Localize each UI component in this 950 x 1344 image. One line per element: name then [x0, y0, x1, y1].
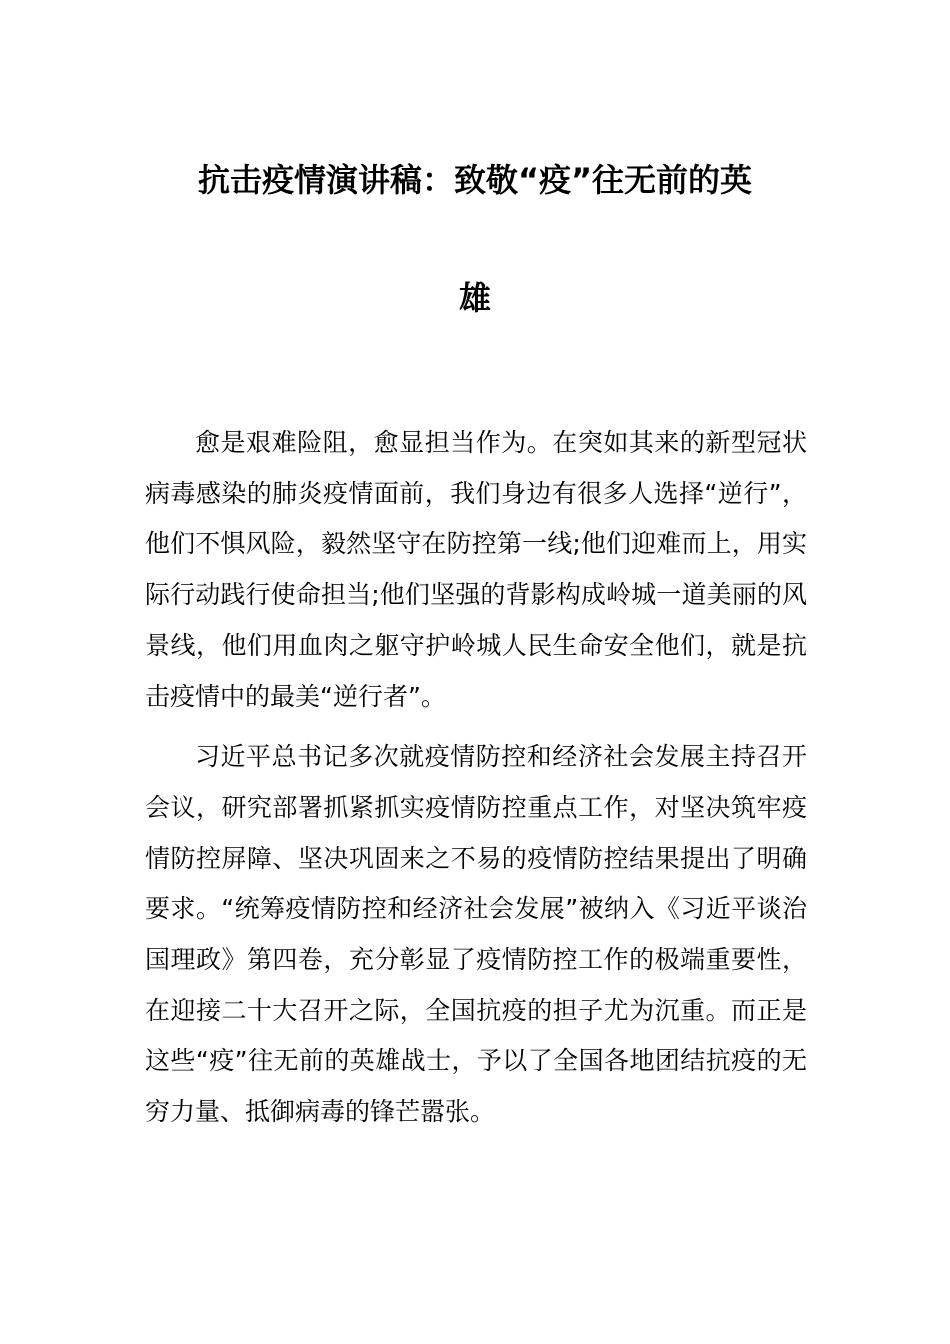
paragraph-2: 习近平总书记多次就疫情防控和经济社会发展主持召开会议，研究部署抓紧抓实疫情防控重点工作，对坚决筑牢疫情防控屏障、坚决巩固来之不易的疫情防控结果提出了明确要求。“统筹疫情防控和经济社会发展”被纳入《习近平谈治国理政》第四卷，充分彰显了疫情防控工作的极端重要性，在迎接二十大召开之际，全国抗疫的担子尤为沉重。而正是这些“疫”往无前的英雄战士，予以了全国各地团结抗疫的无穷力量、抵御病毒的锋芒嚣张。 [145, 742, 807, 1127]
document-body [145, 418, 807, 1148]
document-title-line-2: 雄 [458, 279, 491, 317]
document-title-line-1: 抗击疫情演讲稿：致敬“疫”往无前的英 [197, 161, 753, 199]
paragraph-1: 愈是艰难险阻，愈显担当作为。在突如其来的新型冠状病毒感染的肺炎疫情面前，我们身边有很多人选择“逆行”，他们不惧风险，毅然坚守在防控第一线;他们迎难而上，用实际行动践行使命担当;他们坚强的背影构成岭城一道美丽的风景线，他们用血肉之躯守护岭城人民生命安全他们，就是抗击疫情中的最美“逆行者”。 [145, 428, 807, 711]
